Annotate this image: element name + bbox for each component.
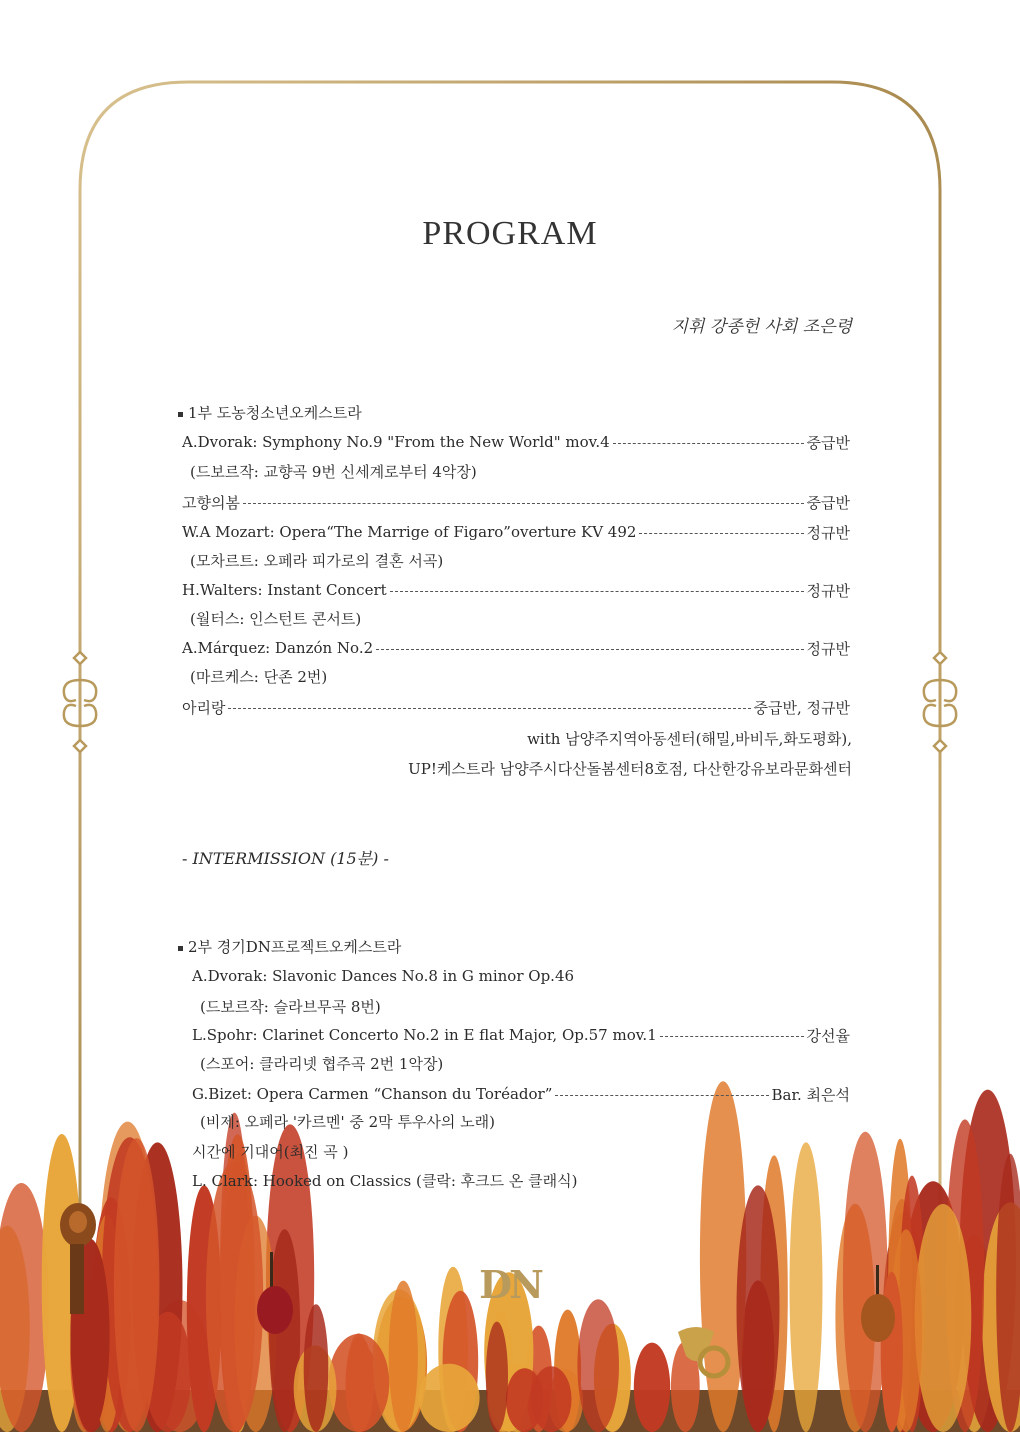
piece-korean-title: (마르케스: 단존 2번) (190, 668, 328, 686)
piece-title: 시간에 기대어(최진 곡 ) (192, 1143, 349, 1161)
piece-title: H.Walters: Instant Concert (182, 581, 387, 599)
program-item (182, 430, 850, 454)
tree-foliage (634, 1343, 670, 1432)
tree-foliage (328, 1334, 389, 1432)
performer: Bar. 최은석 (771, 1085, 850, 1104)
program-item (182, 490, 850, 514)
performer: 정규반 (806, 523, 850, 542)
program-item (182, 520, 850, 544)
tree-foliage (114, 1138, 160, 1432)
piece-title: A.Dvorak: Slavonic Dances No.8 in G minor Op.46 (192, 967, 575, 985)
piece-korean-title: (비제: 오페라 '카르멘' 중 2막 투우사의 노래) (200, 1113, 495, 1131)
piece-title: L. Clark: Hooked on Classics (클락: 후크드 온 클래식) (192, 1172, 578, 1190)
piece-korean-title: (모차르트: 오페라 피가로의 결혼 서곡) (190, 552, 444, 570)
page-title: PROGRAM (422, 215, 598, 252)
piece-title: G.Bizet: Opera Carmen “Chanson du Toréador” (192, 1085, 553, 1103)
piece-korean-title: (드보르작: 슬라브무곡 8번) (200, 998, 381, 1016)
performer: 정규반 (806, 581, 850, 600)
piece-title: A.Dvorak: Symphony No.9 "From the New World" mov.4 (182, 433, 610, 451)
performer: 정규반 (806, 639, 850, 658)
tree-foliage (915, 1204, 972, 1432)
tree-foliage (531, 1366, 572, 1432)
piece-title: A.Márquez: Danzón No.2 (182, 639, 374, 657)
dash-leader (639, 533, 803, 534)
piece-title: L.Spohr: Clarinet Concerto No.2 in E flat Major, Op.57 mov.1 (192, 1026, 657, 1044)
conductor-host-credits: 지휘 강종헌 사회 조은령 (671, 317, 852, 337)
dash-leader (613, 443, 804, 444)
dash-leader (228, 708, 750, 709)
dn-logo: DN (479, 1262, 541, 1307)
part2-heading (178, 936, 401, 957)
dash-leader (660, 1036, 804, 1037)
dash-leader (555, 1095, 768, 1096)
tree-foliage (577, 1299, 619, 1432)
tree-foliage (419, 1364, 480, 1432)
performer: 강선율 (806, 1026, 850, 1045)
performer: 중급반 (806, 493, 850, 512)
performer: 중급반, 정규반 (753, 698, 850, 717)
piece-korean-title: (스포어: 클라리넷 협주곡 2번 1악장) (200, 1055, 444, 1073)
bullet-icon (178, 412, 183, 417)
program-item (182, 636, 850, 660)
tree-foliage (206, 1161, 263, 1432)
tree-foliage (790, 1142, 823, 1432)
bullet-icon (178, 946, 183, 951)
part1-heading-text: 1부 도농청소년오케스트라 (188, 404, 362, 422)
piece-title: 고향의봄 (182, 493, 240, 512)
piece-title: 아리랑 (182, 698, 226, 717)
part2-heading-text: 2부 경기DN프로젝트오케스트라 (188, 938, 402, 956)
piece-korean-title: (드보르작: 교향곡 9번 신세계로부터 4악장) (190, 463, 477, 481)
performer: 중급반 (806, 433, 850, 452)
program-item (192, 1082, 850, 1106)
program-item (182, 578, 850, 602)
intermission-label: - INTERMISSION (15분) - (182, 849, 389, 868)
piece-title: W.A Mozart: Opera“The Marrige of Figaro”overture KV 492 (182, 523, 637, 541)
program-item (192, 1023, 850, 1047)
dash-leader (243, 503, 804, 504)
program-item (182, 695, 850, 719)
dash-leader (390, 591, 804, 592)
tree-foliage (737, 1185, 780, 1432)
tree-foliage (304, 1304, 329, 1432)
tree-foliage (389, 1281, 418, 1432)
tree-foliage (486, 1322, 508, 1432)
dash-leader (376, 649, 803, 650)
piece-korean-title: (월터스: 인스턴트 콘서트) (190, 610, 362, 628)
with-participants-line: UP!케스트라 남양주시다산돌봄센터8호점, 다산한강유보라문화센터 (408, 760, 852, 778)
with-participants-line: with 남양주지역아동센터(해밀,바비두,화도평화), (527, 730, 852, 748)
tree-foliage (843, 1132, 888, 1432)
part1-heading (178, 402, 362, 423)
